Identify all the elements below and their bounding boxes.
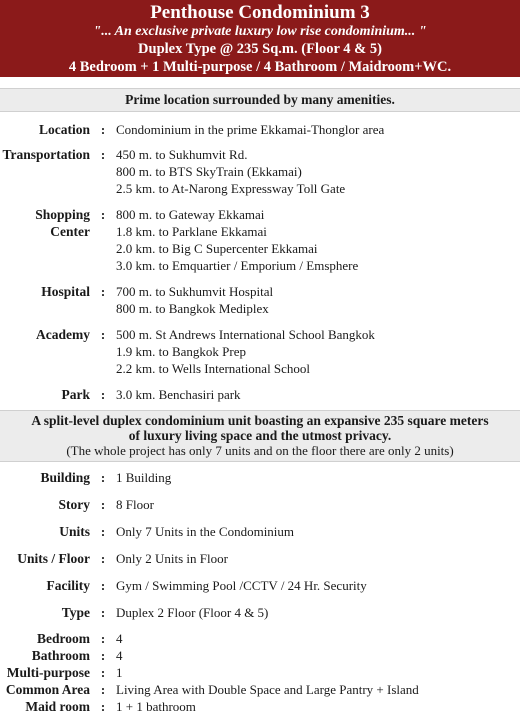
row-label: Maid room: [25, 699, 90, 714]
row-values: [116, 283, 520, 317]
amenities-heading: Prime location surrounded by many amenities.: [0, 88, 520, 112]
spec-row-units-per-floor: [0, 550, 520, 567]
type-line: Duplex Type @ 235 Sq.m. (Floor 4 & 5): [138, 41, 382, 57]
row-value: 500 m. St Andrews International School Bangkok: [116, 327, 375, 342]
description-line1: A split-level duplex condominium unit boasting an expansive 235 square meters: [31, 413, 489, 428]
row-label-line1: Shopping: [35, 207, 90, 222]
rooms-line: 4 Bedroom + 1 Multi-purpose / 4 Bathroom / Maidroom+WC.: [68, 59, 452, 75]
row-value: 450 m. to Sukhumvit Rd.: [116, 147, 248, 162]
spec-row-units: [0, 523, 520, 540]
row-value: 700 m. to Sukhumvit Hospital: [116, 284, 274, 299]
row-value: 1 Building: [116, 470, 172, 485]
row-value: 1.8 km. to Parklane Ekkamai: [116, 224, 267, 239]
row-values: [116, 326, 520, 377]
row-label: [0, 206, 90, 240]
row-value: 1.9 km. to Bangkok Prep: [116, 344, 246, 359]
detail-row-transportation: [0, 146, 520, 197]
colon: :: [100, 327, 106, 342]
colon: :: [100, 648, 106, 663]
row-label: Bedroom: [37, 631, 90, 646]
page-title: Penthouse Condominium 3: [150, 2, 370, 23]
row-value: 800 m. to Gateway Ekkamai: [116, 207, 265, 222]
row-value: Condominium in the prime Ekkamai-Thonglor area: [116, 122, 385, 137]
colon: :: [100, 551, 106, 566]
spec-row-type: [0, 604, 520, 621]
colon: :: [100, 497, 106, 512]
row-label: Common Area: [5, 682, 90, 697]
row-values: [116, 146, 520, 197]
row-value: Only 2 Units in Floor: [116, 551, 228, 566]
rooms-section: [0, 630, 520, 715]
detail-row-park: [0, 386, 520, 403]
colon: :: [100, 578, 106, 593]
row-label: Location: [38, 122, 90, 137]
row-label: Bathroom: [31, 648, 90, 663]
row-label: Facility: [46, 578, 90, 593]
row-label: Park: [61, 387, 90, 402]
room-row-bedroom: [0, 630, 520, 647]
colon: :: [100, 682, 106, 697]
detail-row-hospital: [0, 283, 520, 317]
room-row-common-area: [0, 681, 520, 698]
detail-row-location: [0, 121, 520, 138]
row-value: 800 m. to Bangkok Mediplex: [116, 301, 269, 316]
row-value: 1: [116, 665, 123, 680]
row-label: Type: [61, 605, 90, 620]
colon: :: [100, 147, 106, 162]
row-label: Building: [40, 470, 90, 485]
colon: :: [100, 470, 106, 485]
room-row-bathroom: [0, 647, 520, 664]
row-value: 4: [116, 648, 123, 663]
room-row-multi-purpose: [0, 664, 520, 681]
spec-row-facility: [0, 577, 520, 594]
room-row-maid-room: [0, 698, 520, 715]
row-value: 800 m. to BTS SkyTrain (Ekkamai): [116, 164, 302, 179]
row-value: 2.5 km. to At-Narong Expressway Toll Gate: [116, 181, 346, 196]
colon: :: [100, 387, 106, 402]
description-note: (The whole project has only 7 units and on the floor there are only 2 units): [66, 443, 454, 458]
row-label: Units: [59, 524, 90, 539]
detail-row-academy: [0, 326, 520, 377]
row-value: 4: [116, 631, 123, 646]
location-section: [0, 121, 520, 403]
row-label: Hospital: [41, 284, 90, 299]
row-value: 1 + 1 bathroom: [116, 699, 196, 714]
row-label: Academy: [36, 327, 90, 342]
row-values: [116, 386, 520, 403]
colon: :: [100, 122, 106, 137]
colon: :: [100, 524, 106, 539]
row-value: 2.0 km. to Big C Supercenter Ekkamai: [116, 241, 318, 256]
colon: :: [100, 665, 106, 680]
spec-section: [0, 469, 520, 621]
colon: :: [100, 207, 106, 222]
page-header: [0, 0, 520, 77]
colon: :: [100, 605, 106, 620]
row-value: Duplex 2 Floor (Floor 4 & 5): [116, 605, 269, 620]
spec-row-building: [0, 469, 520, 486]
row-values: [116, 121, 520, 138]
colon: :: [100, 284, 106, 299]
row-value: 2.2 km. to Wells International School: [116, 361, 311, 376]
colon: :: [100, 699, 106, 714]
row-value: Only 7 Units in the Condominium: [116, 524, 295, 539]
row-value: 3.0 km. to Emquartier / Emporium / Emsphere: [116, 258, 359, 273]
row-label: Story: [58, 497, 90, 512]
colon: :: [100, 631, 106, 646]
row-label: Transportation: [2, 147, 90, 162]
row-value: 8 Floor: [116, 497, 154, 512]
description-line2: of luxury living space and the utmost privacy.: [128, 428, 392, 443]
row-label-line2: Center: [50, 224, 90, 239]
detail-row-shopping: [0, 206, 520, 274]
spec-row-story: [0, 496, 520, 513]
row-label: Units / Floor: [17, 551, 90, 566]
row-value: Gym / Swimming Pool /CCTV / 24 Hr. Security: [116, 578, 367, 593]
tagline: "... An exclusive private luxury low rise condominium... ": [93, 24, 427, 39]
row-label: Multi-purpose: [6, 665, 90, 680]
row-value: 3.0 km. Benchasiri park: [116, 387, 241, 402]
unit-description-band: [0, 410, 520, 462]
row-values: [116, 206, 520, 274]
row-value: Living Area with Double Space and Large Pantry + Island: [116, 682, 419, 697]
